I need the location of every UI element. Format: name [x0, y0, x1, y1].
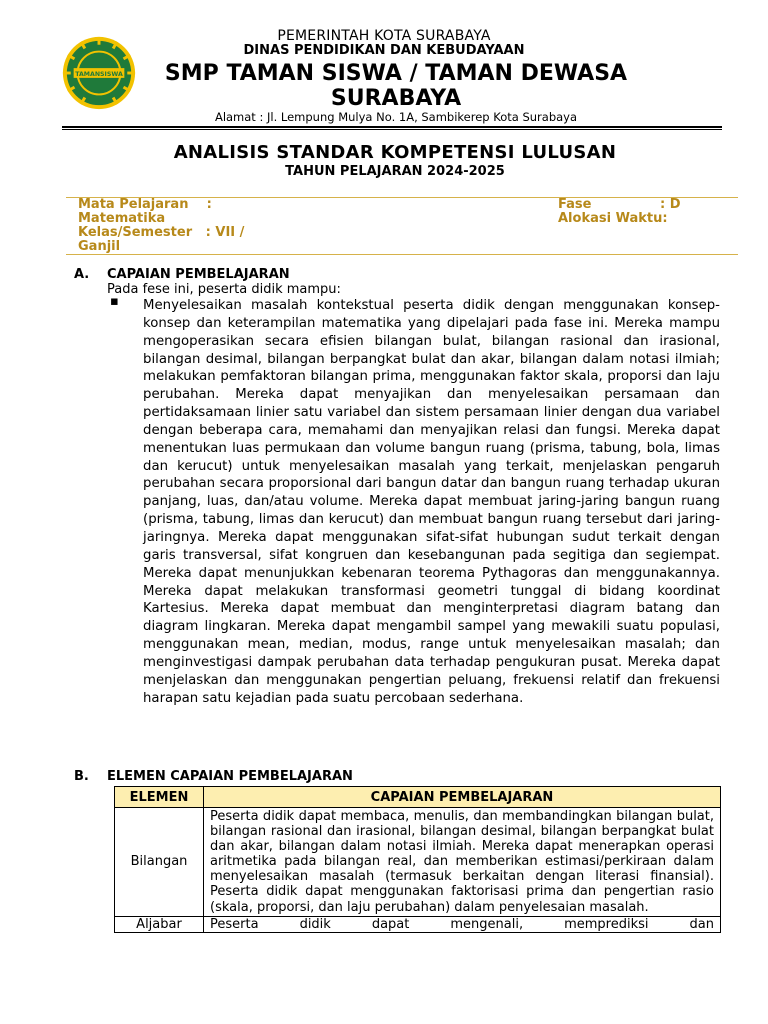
fase-value: : D [660, 197, 681, 212]
school-name-line1: SMP TAMAN SISWA / TAMAN DEWASA [164, 61, 628, 86]
section-a-intro: Pada fese ini, peserta didik mampu: [107, 282, 341, 297]
table-row [115, 808, 721, 917]
elemen-cell: Aljabar [115, 916, 204, 932]
capaian-cell [204, 916, 721, 932]
letterhead-divider [62, 126, 722, 128]
government-name: PEMERINTAH KOTA SURABAYA [277, 28, 491, 44]
capaian-text: Peserta didik dapat membaca, menulis, dan membandingkan bilangan bulat, bilangan rasional dan irasional, bilangan desimal, bilangan berpangkat bulat dan akar, bilangan dalam notasi ilmiah. Mereka dapat menerapkan operasi aritmetika pada bilangan real, dan memberikan estimasi/perkiraan dalam menyelesaikan masalah (termasuk berkaitan dengan literasi finansial). Peserta didik dapat menggunakan faktorisasi prima dan pengertian rasio (skala, proporsi, dan laju perubahan) dalam penyelesaian masalah. [210, 809, 714, 915]
mata-pelajaran-value: Matematika [78, 211, 166, 226]
elemen-cell: Bilangan [115, 808, 204, 917]
kelas-semester-value: Ganjil [78, 239, 121, 254]
document-subtitle: TAHUN PELAJARAN 2024-2025 [285, 164, 505, 179]
school-address: Alamat : Jl. Lempung Mulya No. 1A, Sambikerep Kota Surabaya [214, 110, 578, 124]
capaian-cell [204, 808, 721, 917]
school-name-line2: SURABAYA [330, 86, 462, 111]
alokasi-row [558, 212, 738, 226]
section-b-heading: ELEMEN CAPAIAN PEMBELAJARAN [107, 769, 353, 784]
header-capaian: CAPAIAN PEMBELAJARAN [204, 787, 721, 808]
capaian-paragraph: Menyelesaikan masalah kontekstual peserta didik dengan menggunakan konsep-konsep dan keterampilan matematika yang dipelajari pada fase ini. Mereka mampu mengoperasikan secara efisien bilangan bulat, bilangan rasional dan irasional, bilangan desimal, bilangan berpangkat bulat dan akar, bilangan dalam notasi ilmiah; melakukan pemfaktoran bilangan prima, menggunakan faktor skala, proporsi dan laju perubahan. Mereka dapat menyajikan dan menyelesaikan persamaan dan pertidaksamaan linier satu variabel dan sistem persamaan linier dengan dua variabel dengan beberapa cara, memahami dan menyajikan relasi dan fungsi. Mereka dapat menentukan luas permukaan dan volume bangun ruang (prisma, tabung, bola, limas dan kerucut) untuk menyelesaikan masalah yang terkait, menjelaskan pengaruh perubahan secara proporsional dari bangun datar dan bangun ruang terhadap ukuran panjang, luas, dan/atau volume. Mereka dapat membuat jaring-jaring bangun ruang (prisma, tabung, limas dan kerucut) dan membuat bangun ruang tersebut dari jaring- jaringnya. Mereka dapat menggunakan sifat-sifat hubungan sudut terkait dengan garis transversal, sifat kongruen dan kesebangunan pada segitiga dan segiempat. Mereka dapat menunjukkan kebenaran teorema Pythagoras dan menggunakannya. Mereka dapat melakukan transformasi geometri tunggal di bidang koordinat Kartesius. Mereka dapat membuat dan menginterpretasi diagram batang dan diagram lingkaran. Mereka dapat mengambil sampel yang mewakili suatu populasi, menggunakan mean, median, modus, range untuk menyelesaikan masalah; dan menginvestigasi dampak perubahan data terhadap pengukuran pusat. Mereka dapat menjelaskan dan menggunakan pengertian peluang, frekuensi relatif dan frekuensi harapan satu kejadian pada suatu percobaan sederhana. [143, 298, 720, 706]
document-title: ANALISIS STANDAR KOMPETENSI LULUSAN [173, 142, 617, 163]
alokasi-label: Alokasi Waktu: [558, 211, 668, 226]
letterhead [0, 29, 768, 111]
elemen-table [114, 786, 721, 933]
fase-label: Fase [558, 197, 592, 212]
fase-row [558, 198, 738, 212]
capaian-text: Peserta didik dapat mengenali, memprediksi dan [210, 916, 714, 932]
kelas-semester-label: Kelas/Semester : VII / [78, 225, 245, 240]
bullet-marker: ▪ [110, 294, 119, 309]
section-b-letter: B. [74, 769, 89, 784]
table-row [115, 916, 721, 932]
section-a-heading: CAPAIAN PEMBELAJARAN [107, 267, 290, 282]
table-header-row [115, 787, 721, 808]
logo-banner-text: TAMANSISWA [75, 70, 123, 78]
header-elemen: ELEMEN [115, 787, 204, 808]
mata-pelajaran-label: Mata Pelajaran : [78, 197, 212, 212]
section-a-letter: A. [74, 267, 90, 282]
letterhead-divider-thin [62, 129, 722, 130]
info-left-column [78, 198, 268, 254]
info-right-column [558, 198, 738, 226]
department-name: DINAS PENDIDIKAN DAN KEBUDAYAAN [243, 43, 525, 58]
info-bottom-rule [66, 254, 738, 255]
